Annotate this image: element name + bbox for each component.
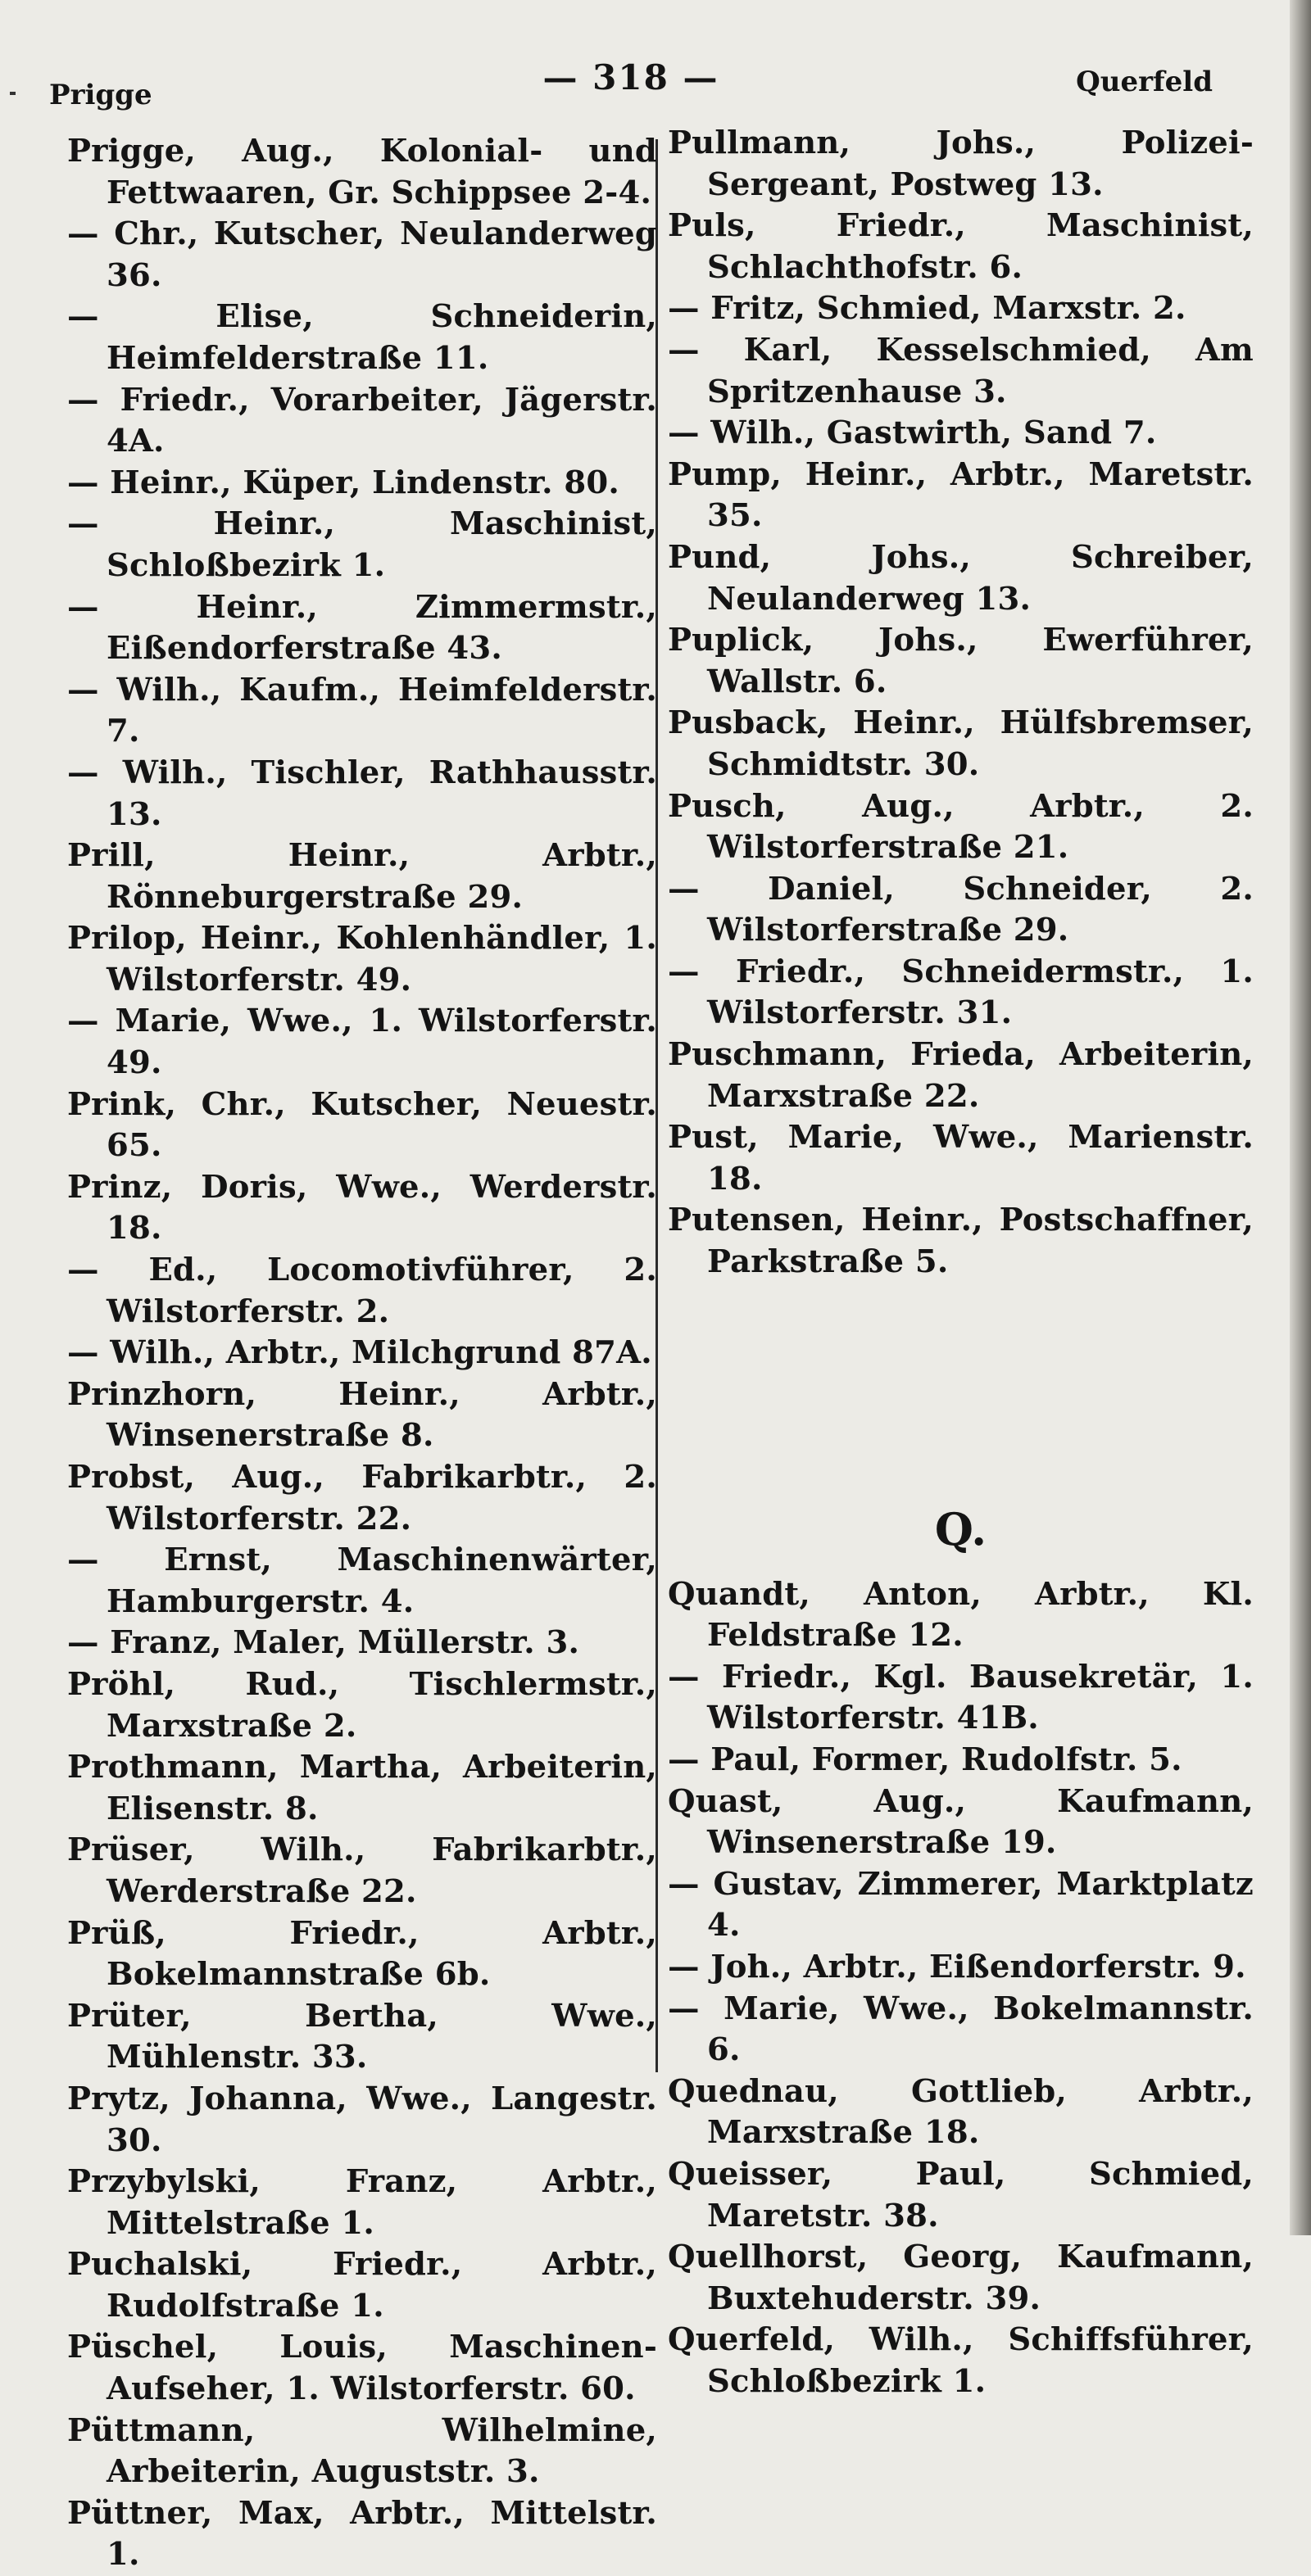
- right-column: [668, 123, 1254, 2403]
- directory-entry: Puchalski, Friedr., Arbtr., Rudolfstraße 1.: [67, 2246, 657, 2325]
- directory-entry: — Marie, Wwe., 1. Wilstorferstr. 49.: [67, 1003, 657, 1082]
- directory-entry: Prüß, Friedr., Arbtr., Bokelmannstraße 6b.: [67, 1914, 657, 1994]
- margin-mark: [10, 92, 16, 95]
- directory-entry: Prytz, Johanna, Wwe., Langestr. 30.: [67, 2080, 657, 2159]
- directory-entry: Pusch, Aug., Arbtr., 2. Wilstorferstraße 21.: [668, 787, 1254, 867]
- header-left-keyword: Prigge: [49, 79, 152, 111]
- directory-entry: — Chr., Kutscher, Neulanderweg 36.: [67, 215, 657, 294]
- directory-entry: Putensen, Heinr., Postschaffner, Parkstraße 5.: [668, 1202, 1254, 1281]
- directory-entry: Puls, Friedr., Maschinist, Schlachthofstr. 6.: [668, 207, 1254, 286]
- directory-entry: Prüter, Bertha, Wwe., Mühlenstr. 33.: [67, 1997, 657, 2076]
- directory-entry: — Marie, Wwe., Bokelmannstr. 6.: [668, 1990, 1254, 2069]
- directory-entry: Prüser, Wilh., Fabrikarbtr., Werderstraße 22.: [67, 1831, 657, 1910]
- directory-entry: Pusback, Heinr., Hülfsbremser, Schmidtstr. 30.: [668, 704, 1254, 783]
- directory-entry: Pust, Marie, Wwe., Marienstr. 18.: [668, 1119, 1254, 1197]
- directory-entry: Prinz, Doris, Wwe., Werderstr. 18.: [67, 1168, 657, 1247]
- directory-entry: — Friedr., Vorarbeiter, Jägerstr. 4A.: [67, 381, 657, 460]
- directory-entry: Pröhl, Rud., Tischlermstr., Marxstraße 2.: [67, 1665, 657, 1745]
- directory-entry: Prill, Heinr., Arbtr., Rönneburgerstraße 29.: [67, 837, 657, 916]
- directory-entry: Prilop, Heinr., Kohlenhändler, 1. Wilstorferstr. 49.: [67, 920, 657, 998]
- directory-entry: Pund, Johs., Schreiber, Neulanderweg 13.: [668, 538, 1254, 618]
- directory-entry: — Heinr., Küper, Lindenstr. 80.: [67, 464, 619, 501]
- page-number: — 318 —: [542, 57, 719, 97]
- directory-entry: Quellhorst, Georg, Kaufmann, Buxtehuderstr. 39.: [668, 2239, 1254, 2317]
- directory-entry: Quednau, Gottlieb, Arbtr., Marxstraße 18.: [668, 2072, 1254, 2152]
- directory-entry: Pullmann, Johs., Polizei-Sergeant, Postweg 13.: [668, 124, 1254, 203]
- directory-entry: Püttner, Max, Arbtr., Mittelstr. 1.: [67, 2494, 657, 2574]
- directory-entry: — Gustav, Zimmerer, Marktplatz 4.: [668, 1865, 1254, 1944]
- section-heading-q: Q.: [934, 1502, 987, 1555]
- directory-entry: Quandt, Anton, Arbtr., Kl. Feldstraße 12.: [668, 1575, 1254, 1655]
- directory-entry: — Franz, Maler, Müllerstr. 3.: [67, 1624, 580, 1662]
- directory-entry: — Karl, Kesselschmied, Am Spritzenhause 3.: [668, 331, 1254, 410]
- directory-entry: Querfeld, Wilh., Schiffsführer, Schloßbezirk 1.: [668, 2321, 1254, 2400]
- directory-entry: — Heinr., Zimmermstr., Eißendorferstraße 43.: [67, 588, 657, 668]
- directory-entry: — Ernst, Maschinenwärter, Hamburgerstr. 4.: [67, 1542, 657, 1620]
- page-edge: [1290, 0, 1311, 2235]
- directory-entry: Puplick, Johs., Ewerführer, Wallstr. 6.: [668, 622, 1254, 700]
- page-header: [49, 49, 1213, 111]
- directory-entry: Prink, Chr., Kutscher, Neuestr. 65.: [67, 1085, 657, 1165]
- directory-entry: — Friedr., Kgl. Bausekretär, 1. Wilstorferstr. 41B.: [668, 1658, 1254, 1737]
- directory-entry: Püttmann, Wilhelmine, Arbeiterin, Auguststr. 3.: [67, 2411, 657, 2491]
- directory-entry: Prothmann, Martha, Arbeiterin, Elisenstr. 8.: [67, 1749, 657, 1827]
- directory-entry: — Fritz, Schmied, Marxstr. 2.: [668, 290, 1186, 328]
- directory-entry: — Paul, Former, Rudolfstr. 5.: [668, 1741, 1182, 1778]
- directory-entry: Quast, Aug., Kaufmann, Winsenerstraße 19.: [668, 1782, 1254, 1862]
- directory-entry: — Elise, Schneiderin, Heimfelderstraße 11.: [67, 298, 657, 377]
- directory-entry: — Wilh., Gastwirth, Sand 7.: [668, 414, 1157, 452]
- directory-entry: Probst, Aug., Fabrikarbtr., 2. Wilstorferstr. 22.: [67, 1459, 657, 1537]
- directory-entry: — Daniel, Schneider, 2. Wilstorferstraße 29.: [668, 870, 1254, 949]
- directory-entry: — Ed., Locomotivführer, 2. Wilstorferstr. 2.: [67, 1252, 657, 1330]
- directory-entry: Puschmann, Frieda, Arbeiterin, Marxstraße 22.: [668, 1036, 1254, 1115]
- directory-entry: — Friedr., Schneidermstr., 1. Wilstorferstr. 31.: [668, 953, 1254, 1032]
- directory-entry: Prigge, Aug., Kolonial- und Fettwaaren, Gr. Schippsee 2-4.: [67, 133, 657, 211]
- directory-entry: — Joh., Arbtr., Eißendorferstr. 9.: [668, 1948, 1246, 1985]
- directory-entry: — Heinr., Maschinist, Schloßbezirk 1.: [67, 505, 657, 584]
- directory-entry: — Wilh., Kaufm., Heimfelderstr. 7.: [67, 671, 657, 750]
- directory-entry: — Wilh., Arbtr., Milchgrund 87A.: [67, 1334, 652, 1372]
- directory-entry: Pump, Heinr., Arbtr., Maretstr. 35.: [668, 455, 1254, 535]
- directory-entry: Püschel, Louis, Maschinen-Aufseher, 1. Wilstorferstr. 60.: [67, 2329, 657, 2408]
- directory-entry: Prinzhorn, Heinr., Arbtr., Winsenerstraße 8.: [67, 1375, 657, 1455]
- directory-entry: Queisser, Paul, Schmied, Maretstr. 38.: [668, 2155, 1254, 2234]
- left-column: [67, 131, 657, 2576]
- header-right-keyword: Querfeld: [1076, 66, 1213, 98]
- directory-entry: Przybylski, Franz, Arbtr., Mittelstraße 1.: [67, 2163, 657, 2242]
- directory-entry: — Wilh., Tischler, Rathhausstr. 13.: [67, 754, 657, 833]
